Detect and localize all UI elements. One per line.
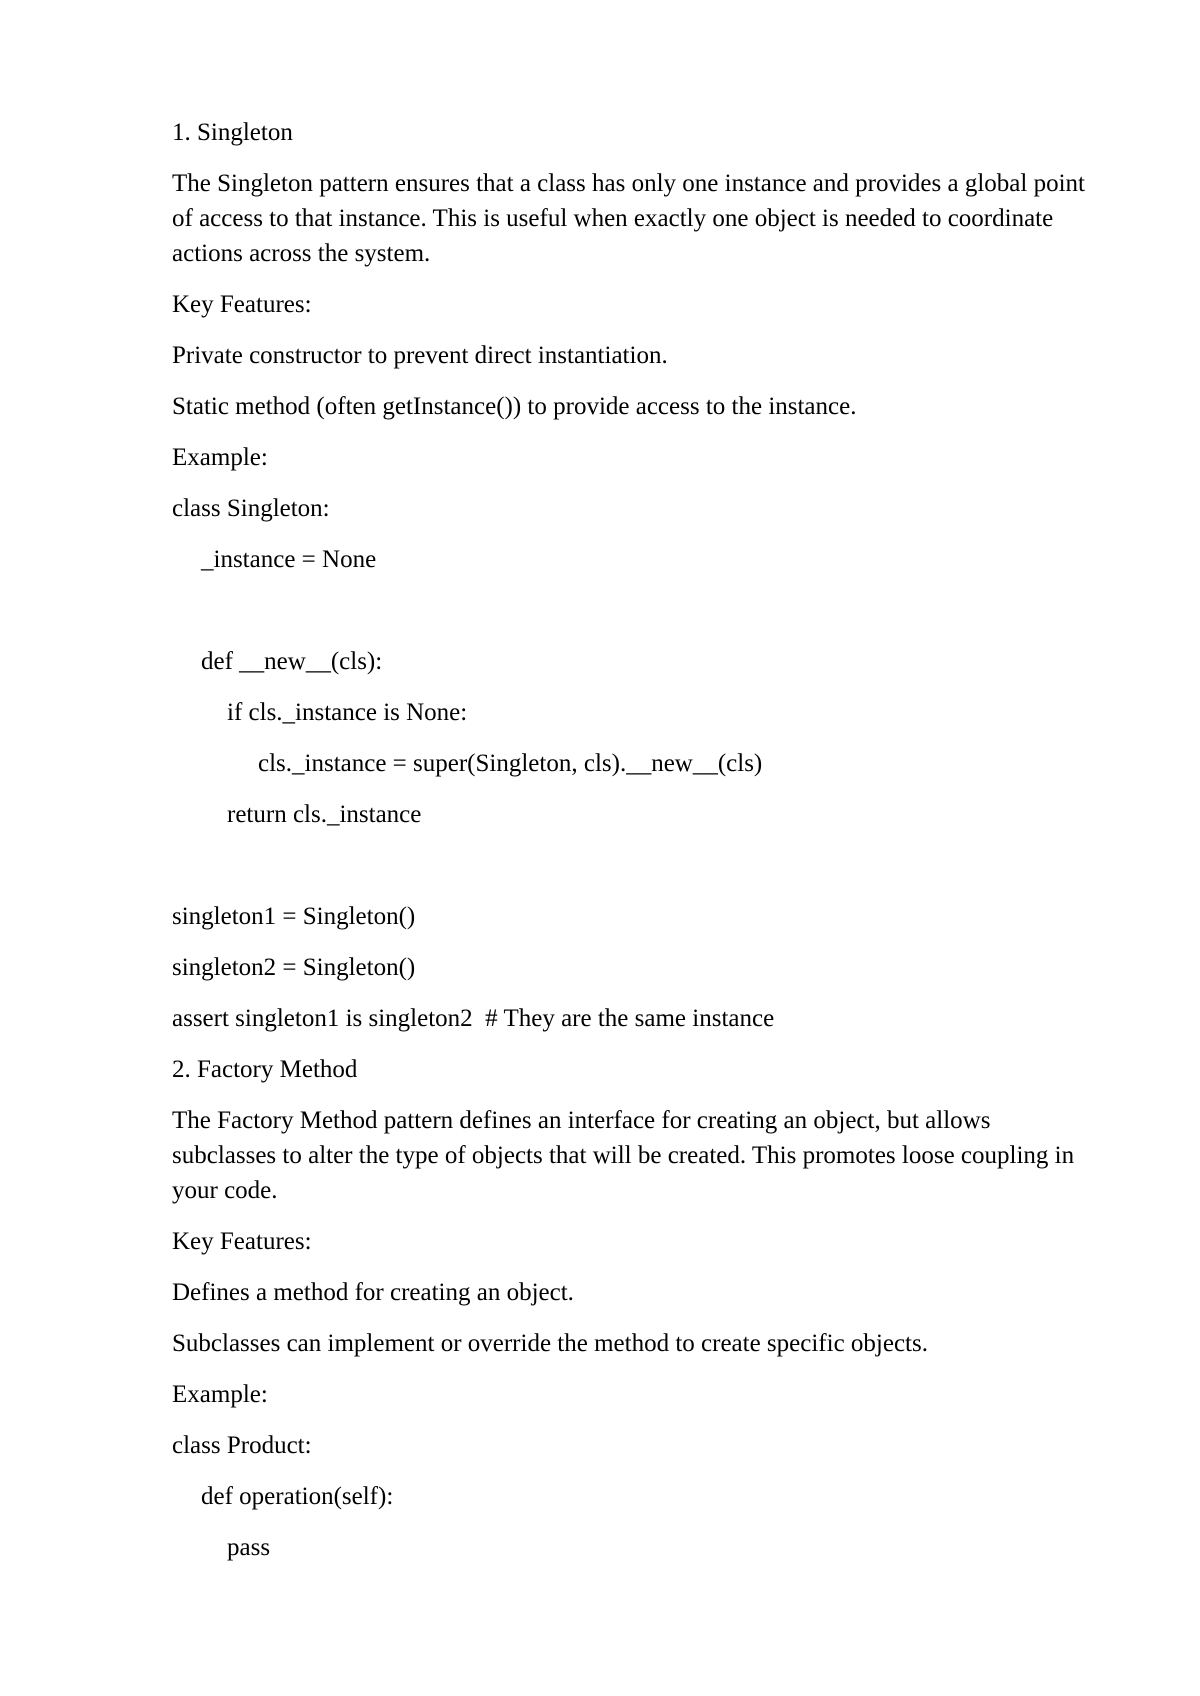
key-features-label: Key Features: xyxy=(172,291,312,318)
section-heading-factory-method: 2. Factory Method xyxy=(172,1056,358,1083)
code-line: class Singleton: xyxy=(172,495,330,522)
section-description-factory-method: The Factory Method pattern defines an interface for creating an object, but allows subclasses to alter the type of objects that will be created. This promotes loose coupling in your code. xyxy=(172,1107,1081,1204)
code-blank-line xyxy=(172,848,1092,883)
feature-item: Subclasses can implement or override the method to create specific objects. xyxy=(172,1330,928,1357)
section-heading-singleton: 1. Singleton xyxy=(172,119,293,146)
feature-item: Private constructor to prevent direct instantiation. xyxy=(172,342,668,369)
example-label: Example: xyxy=(172,444,268,471)
code-line: assert singleton1 is singleton2 # They are the same instance xyxy=(172,1005,775,1032)
key-features-label: Key Features: xyxy=(172,1228,312,1255)
document-content xyxy=(172,115,1092,1581)
section-description-singleton: The Singleton pattern ensures that a class has only one instance and provides a global point of access to that instance. This is useful when exactly one object is needed to coordinate actions across the system. xyxy=(172,170,1092,267)
code-line: _instance = None xyxy=(201,546,377,573)
code-line: pass xyxy=(227,1534,271,1561)
code-line: singleton1 = Singleton() xyxy=(172,903,416,930)
code-line: def operation(self): xyxy=(201,1483,394,1510)
code-line: def __new__(cls): xyxy=(201,648,383,675)
example-label: Example: xyxy=(172,1381,268,1408)
code-line: if cls._instance is None: xyxy=(227,699,468,726)
feature-item: Defines a method for creating an object. xyxy=(172,1279,574,1306)
code-line: return cls._instance xyxy=(227,801,422,828)
code-line: class Product: xyxy=(172,1432,312,1459)
feature-item: Static method (often getInstance()) to provide access to the instance. xyxy=(172,393,857,420)
code-line: cls._instance = super(Singleton, cls).__new__(cls) xyxy=(258,750,763,777)
code-blank-line xyxy=(172,593,1092,628)
code-line: singleton2 = Singleton() xyxy=(172,954,416,981)
